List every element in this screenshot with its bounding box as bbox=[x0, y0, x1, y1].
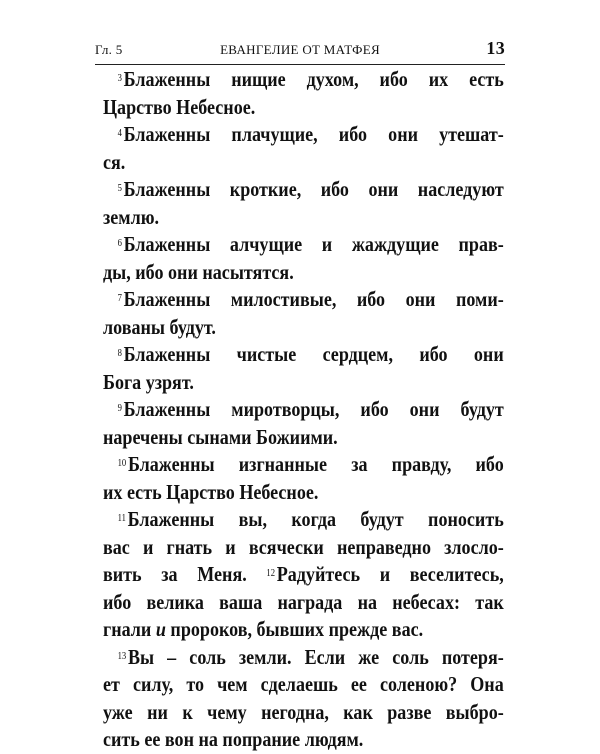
verse-4-line-2: ся. bbox=[103, 149, 126, 174]
page-number: 13 bbox=[486, 38, 505, 58]
verse-8-line-1: $^8$Блаженны чистые сердцем, ибо они bbox=[117, 342, 504, 366]
verse-8-line-2: Бога узрят. bbox=[103, 369, 194, 394]
verse-9-line-2: наречены сынами Божиими. bbox=[103, 424, 338, 449]
verse-4-line-1: $^4$Блаженны плачущие, ибо они утешат- bbox=[117, 122, 504, 146]
verse-number: 6 bbox=[117, 238, 122, 249]
verse-number: 7 bbox=[117, 293, 122, 304]
verse-10-line-1: $^{10}$Блаженны изгнанные за правду, ибо bbox=[117, 452, 504, 476]
verse-9-line-1: $^9$Блаженны миротворцы, ибо они будут bbox=[117, 397, 504, 421]
verse-number: 5 bbox=[117, 183, 122, 194]
verse-number: 3 bbox=[117, 73, 122, 84]
verse-number: 10 bbox=[117, 458, 127, 469]
verse-3-line-2: Царство Небесное. bbox=[103, 94, 256, 119]
verse-number: 9 bbox=[117, 403, 122, 414]
verse-13-line-4: сить ее вон на попрание людям. bbox=[103, 727, 364, 751]
verse-7-line-1: $^7$Блаженны милостивые, ибо они поми- bbox=[117, 287, 504, 311]
verse-13-line-1: $^{13}$Вы – соль земли. Если же соль потеря- bbox=[117, 644, 504, 669]
verse-11-line-2: вас и гнать и всячески неправедно злосло- bbox=[103, 534, 504, 559]
verse-number: 13 bbox=[117, 650, 127, 662]
verse-11-12-line: вить за Меня. $^{12}$Радуйтесь и веселитесь, bbox=[103, 562, 504, 586]
verse-10-line-2: их есть Царство Небесное. bbox=[103, 479, 319, 504]
verse-5-line-1: $^5$Блаженны кроткие, ибо они наследуют bbox=[117, 177, 504, 201]
book-title: ЕВАНГЕЛИЕ ОТ МАТФЕЯ bbox=[220, 42, 380, 57]
verse-6-line-2: ды, ибо они насытятся. bbox=[103, 259, 294, 284]
verse-11-line-1: $^{11}$Блаженны вы, когда будут поносить bbox=[117, 507, 504, 531]
verse-12-line-3: гнали и пророков, бывших прежде вас. bbox=[103, 617, 424, 641]
verse-number: 8 bbox=[117, 348, 122, 359]
italic-word: и bbox=[155, 617, 166, 641]
chapter-label: Гл. 5 bbox=[95, 42, 123, 57]
verse-7-line-2: лованы будут. bbox=[103, 314, 216, 339]
verse-13-line-3: уже ни к чему негодна, как разве выбро- bbox=[103, 699, 504, 724]
verse-3-line-1: $^3$Блаженны нищие духом, ибо их есть bbox=[117, 67, 504, 91]
verse-13-line-2: ет силу, то чем сделаешь ее соленою? Она bbox=[103, 672, 504, 696]
scripture-text bbox=[103, 66, 504, 754]
running-header bbox=[95, 38, 505, 65]
verse-number: 11 bbox=[117, 513, 126, 524]
verse-number: 4 bbox=[117, 128, 122, 139]
verse-5-line-2: землю. bbox=[103, 204, 160, 229]
verse-6-line-1: $^6$Блаженны алчущие и жаждущие прав- bbox=[117, 232, 504, 256]
verse-number: 12 bbox=[266, 568, 276, 579]
verse-12-line-2: ибо велика ваша награда на небесах: так bbox=[103, 589, 504, 614]
